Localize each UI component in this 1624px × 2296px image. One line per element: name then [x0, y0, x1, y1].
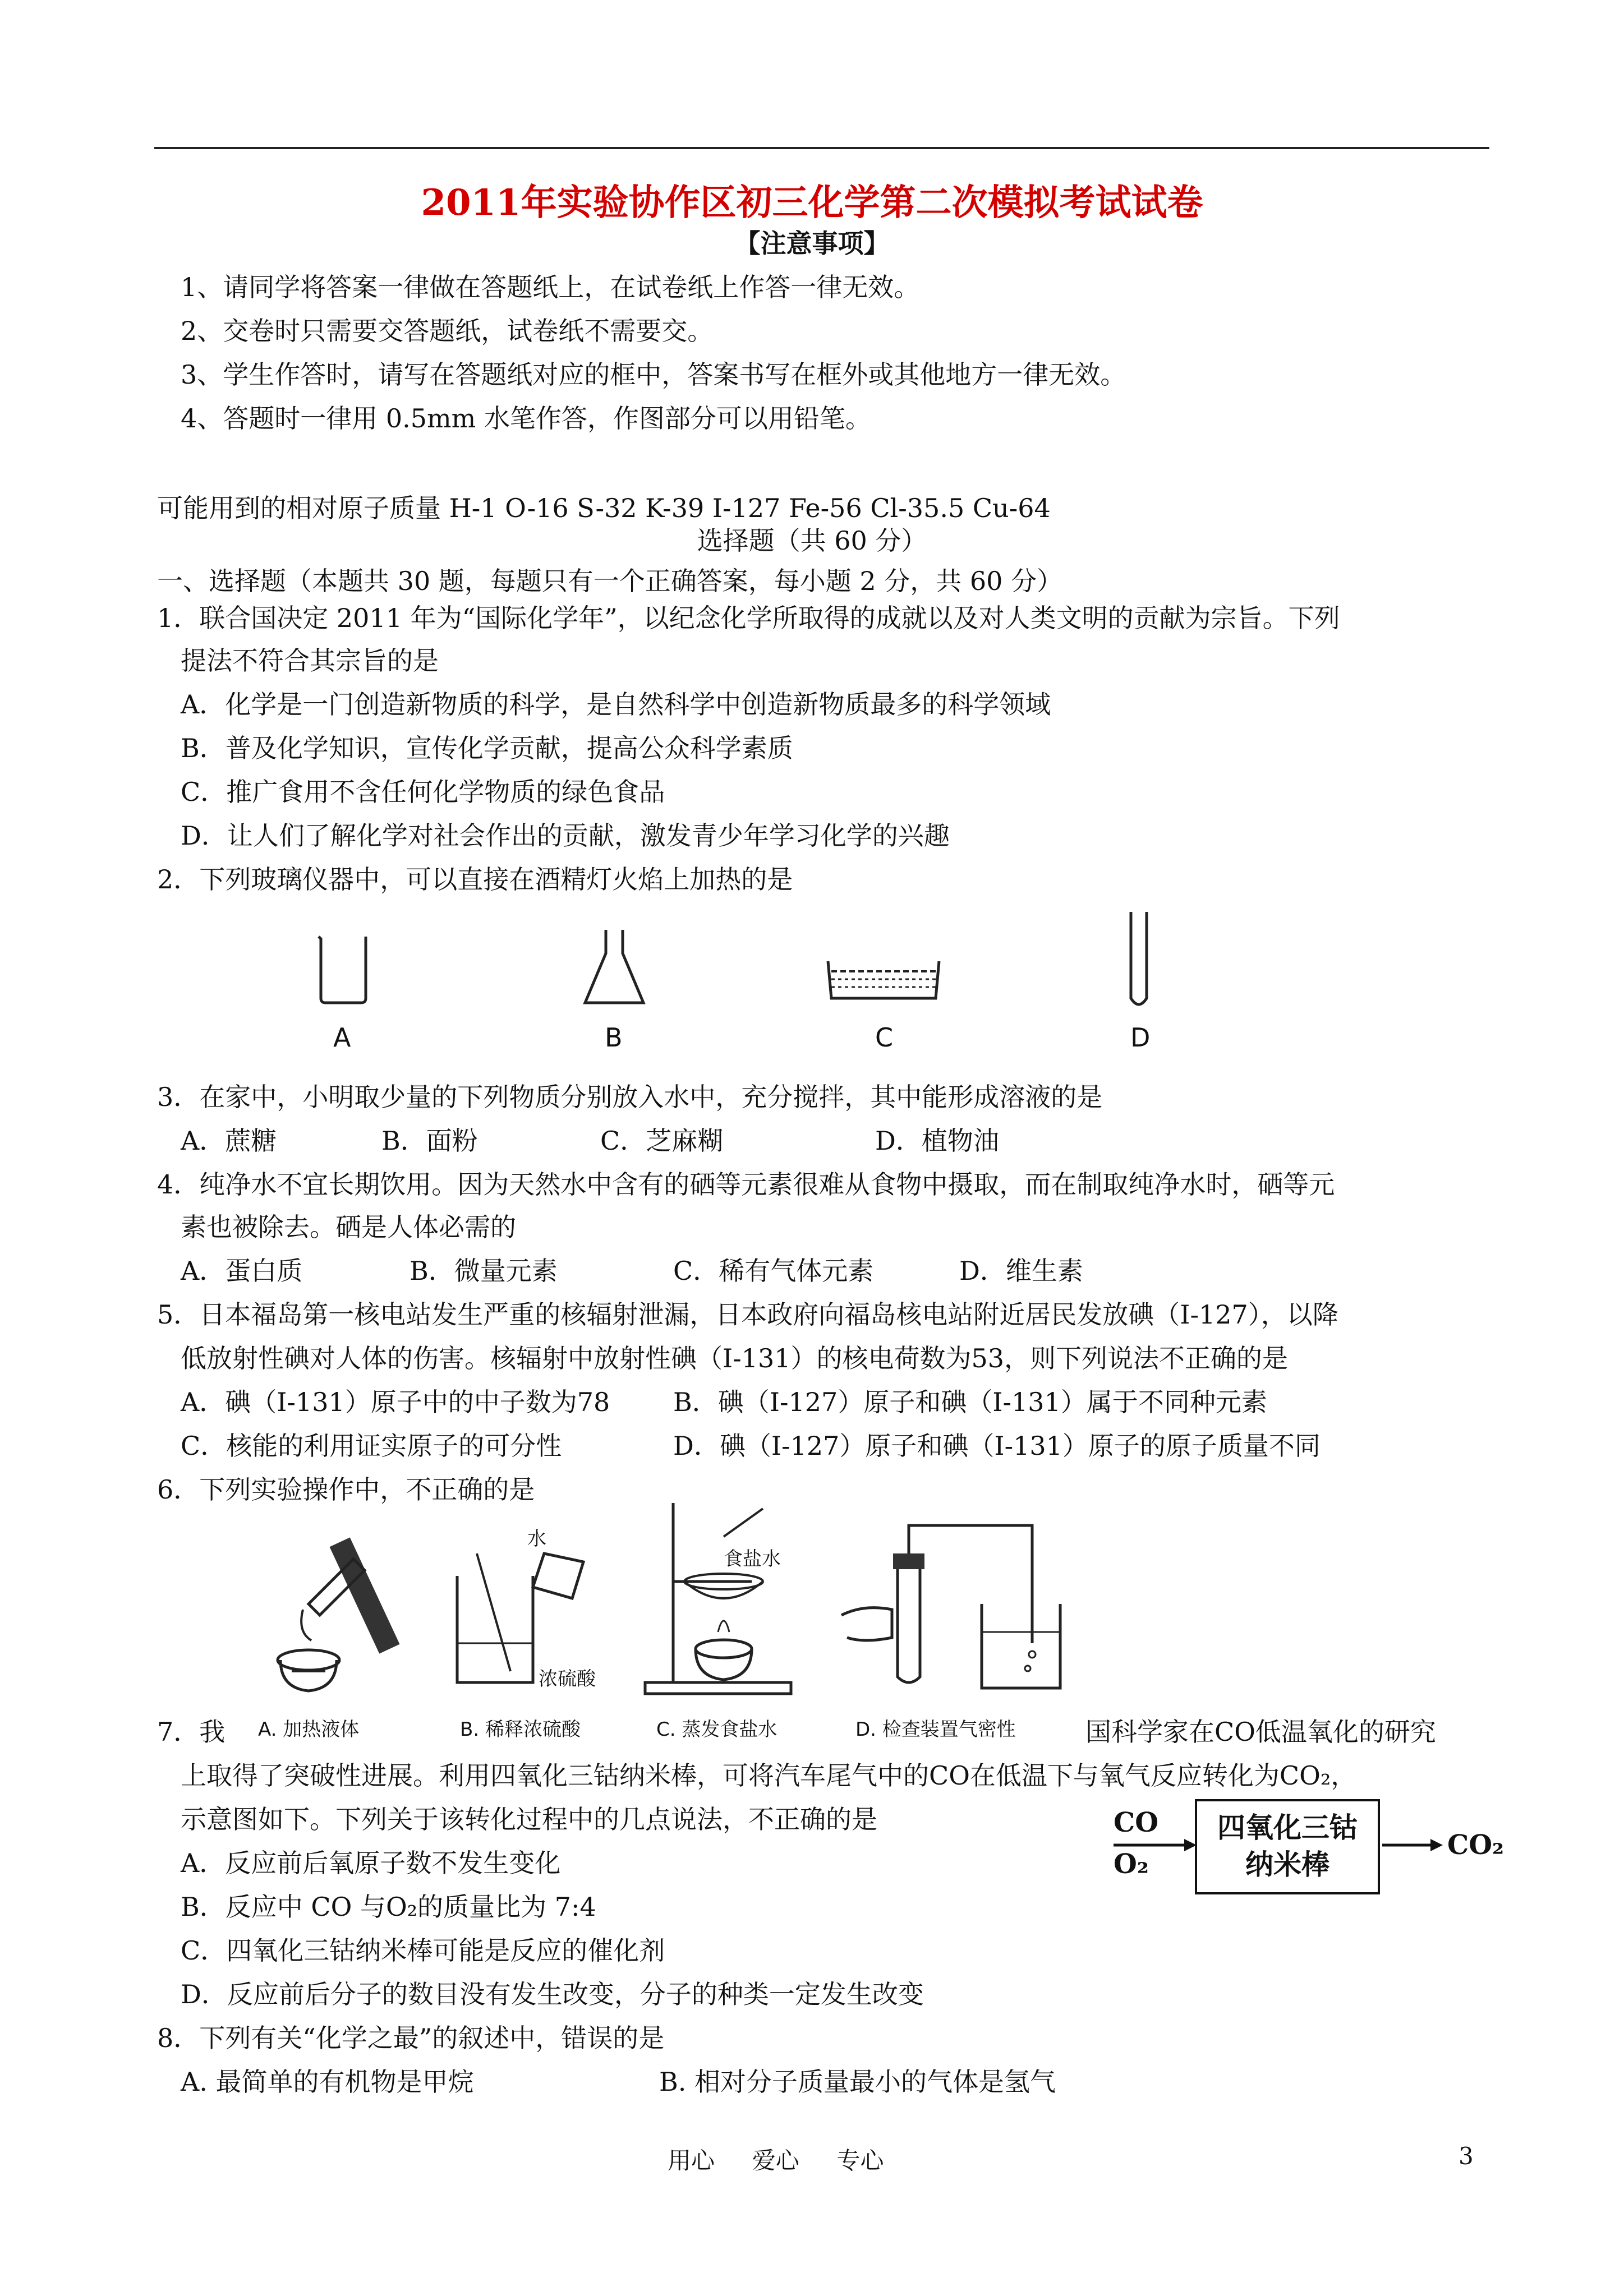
- arrow-right-icon: [1114, 1837, 1198, 1854]
- q4-stem-line2: 素也被除去。硒是人体必需的: [181, 1212, 516, 1242]
- notice-2: 2、交卷时只需要交答题纸，试卷纸不需要交。: [181, 316, 714, 346]
- q1-option-c: C．推广食用不含任何化学物质的绿色食品: [181, 777, 665, 807]
- q5-option-b: B．碘（I-127）原子和碘（I-131）属于不同种元素: [673, 1387, 1267, 1417]
- q3-option-a: A．蔗糖: [181, 1126, 277, 1156]
- beaker-icon: [314, 931, 376, 1009]
- page-title: 2011年实验协作区初三化学第二次模拟考试试卷: [421, 182, 1203, 224]
- q6-stem: 6．下列实验操作中，不正确的是: [157, 1474, 535, 1505]
- q2-label-a: A: [333, 1022, 351, 1053]
- q3-option-c: C．芝麻糊: [600, 1126, 724, 1156]
- q2-label-b: B: [605, 1022, 623, 1053]
- q1-option-a: A．化学是一门创造新物质的科学，是自然科学中创造新物质最多的科学领域: [181, 689, 1051, 720]
- evaporating-dish-icon: [825, 953, 942, 1004]
- section-title: 选择题（共 60 分）: [697, 525, 927, 556]
- q6-label-water: 水: [527, 1528, 546, 1550]
- test-tube-icon: [1122, 909, 1156, 1012]
- q4-option-d: D．维生素: [959, 1256, 1083, 1286]
- evaporating-salt-water-icon: [640, 1503, 808, 1699]
- diagram-input-co: CO: [1114, 1807, 1159, 1838]
- q7-option-a: A．反应前后氧原子数不发生变化: [181, 1848, 561, 1878]
- q6-label-acid: 浓硫酸: [539, 1668, 596, 1690]
- catalyst-box: [1195, 1799, 1380, 1894]
- q7-stem-end: 国科学家在CO低温氧化的研究: [1085, 1717, 1436, 1747]
- q2-label-d: D: [1130, 1022, 1151, 1053]
- q1-stem-line2: 提法不符合其宗旨的是: [181, 646, 439, 676]
- q1-option-d: D．让人们了解化学对社会作出的贡献，激发青少年学习化学的兴趣: [181, 820, 950, 851]
- arrow-right-icon: [1382, 1837, 1444, 1854]
- atomic-masses: 可能用到的相对原子质量 H-1 O-16 S-32 K-39 I-127 Fe-56 Cl-35.5 Cu-64: [157, 493, 1051, 523]
- q5-option-a: A．碘（I-131）原子中的中子数为78: [181, 1387, 610, 1417]
- q6-caption-d: D. 检查装置气密性: [855, 1718, 1016, 1741]
- q5-option-d: D．碘（I-127）原子和碘（I-131）原子的原子质量不同: [673, 1431, 1321, 1461]
- q3-stem: 3．在家中，小明取少量的下列物质分别放入水中，充分搅拌，其中能形成溶液的是: [157, 1082, 1103, 1112]
- q7-option-d: D．反应前后分子的数目没有发生改变，分子的种类一定发生改变: [181, 1979, 924, 2009]
- airtightness-check-icon: [830, 1509, 1066, 1705]
- diagram-input-o2: O₂: [1114, 1848, 1149, 1880]
- q1-option-b: B．普及化学知识，宣传化学贡献，提高公众科学素质: [181, 733, 793, 763]
- q7-option-c: C．四氧化三钴纳米棒可能是反应的催化剂: [181, 1935, 665, 1966]
- notice-4: 4、答题时一律用 0.5mm 水笔作答，作图部分可以用铅笔。: [181, 403, 871, 434]
- conical-flask-icon: [581, 925, 648, 1009]
- catalyst-box-line2: 纳米棒: [1245, 1848, 1329, 1881]
- footer-motto: 用心 爱心 专心: [668, 2147, 884, 2174]
- q5-option-c: C．核能的利用证实原子的可分性: [181, 1431, 562, 1461]
- q2-stem: 2．下列玻璃仪器中，可以直接在酒精灯火焰上加热的是: [157, 864, 793, 895]
- q8-option-b: B. 相对分子质量最小的气体是氢气: [659, 2067, 1056, 2097]
- heating-liquid-icon: [269, 1520, 421, 1705]
- diagram-output-co2: CO₂: [1447, 1829, 1505, 1861]
- part-heading: 一、选择题（本题共 30 题，每题只有一个正确答案，每小题 2 分，共 60 分）: [157, 566, 1063, 596]
- q3-option-d: D．植物油: [875, 1126, 999, 1156]
- q3-option-b: B．面粉: [381, 1126, 478, 1156]
- q4-stem-line1: 4．纯净水不宜长期饮用。因为天然水中含有的硒等元素很难从食物中摄取，而在制取纯净水时，硒等元: [157, 1169, 1335, 1200]
- q5-stem-line1: 5．日本福岛第一核电站发生严重的核辐射泄漏，日本政府向福岛核电站附近居民发放碘（I-127），以降: [157, 1299, 1338, 1330]
- q6-label-salt-water: 食盐水: [724, 1548, 781, 1570]
- top-rule: [154, 147, 1489, 149]
- q8-option-a: A. 最简单的有机物是甲烷: [181, 2067, 474, 2097]
- q4-option-b: B．微量元素: [410, 1256, 558, 1286]
- q7-stem-line2: 上取得了突破性进展。利用四氧化三钴纳米棒，可将汽车尾气中的CO在低温下与氧气反应转化为CO₂，: [181, 1760, 1357, 1791]
- page-number: 3: [1459, 2142, 1474, 2170]
- notice-header: 【注意事项】: [734, 228, 890, 259]
- q1-stem-line1: 1．联合国决定 2011 年为“国际化学年”，以纪念化学所取得的成就以及对人类文明的贡献为宗旨。下列: [157, 603, 1340, 633]
- q6-caption-b: B. 稀释浓硫酸: [460, 1718, 581, 1741]
- q7-option-b: B．反应中 CO 与O₂的质量比为 7:4: [181, 1892, 596, 1922]
- q4-option-c: C．稀有气体元素: [673, 1256, 874, 1286]
- catalyst-box-line1: 四氧化三钴: [1217, 1811, 1358, 1844]
- notice-1: 1、请同学将答案一律做在答题纸上，在试卷纸上作答一律无效。: [181, 272, 920, 302]
- q6-caption-a: A. 加热液体: [258, 1718, 360, 1741]
- q6-caption-c: C. 蒸发食盐水: [656, 1718, 778, 1741]
- q7-stem-line3: 示意图如下。下列关于该转化过程中的几点说法，不正确的是: [181, 1804, 877, 1834]
- notice-3: 3、学生作答时，请写在答题纸对应的框中，答案书写在框外或其他地方一律无效。: [181, 359, 1126, 390]
- q8-stem: 8．下列有关“化学之最”的叙述中，错误的是: [157, 2023, 665, 2053]
- q7-stem-start: 7．我: [157, 1717, 226, 1747]
- q5-stem-line2: 低放射性碘对人体的伤害。核辐射中放射性碘（I-131）的核电荷数为53，则下列说法不正确的是: [181, 1343, 1289, 1373]
- q4-option-a: A．蛋白质: [181, 1256, 303, 1286]
- q2-label-c: C: [875, 1022, 894, 1053]
